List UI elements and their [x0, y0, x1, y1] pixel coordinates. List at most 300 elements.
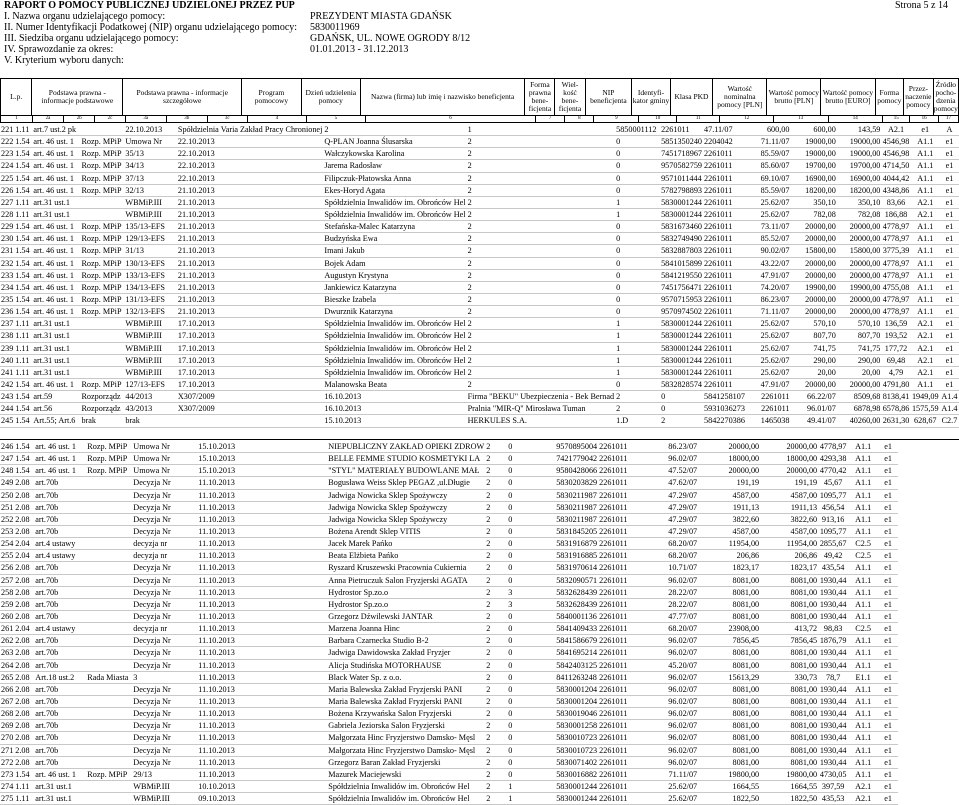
- table-cell: Grzegorz Dźwilewski JANTAR: [327, 610, 485, 622]
- table-cell: 262: [1, 636, 14, 646]
- table-cell: Stefańska-Malec Katarzyna: [323, 221, 466, 233]
- table-cell: 2: [485, 793, 507, 805]
- table-cell: 2261011: [703, 160, 746, 172]
- table-cell: Firma "BEKU" Ubezpieczenia - Bek Bernad: [467, 392, 615, 402]
- table-cell: e1: [878, 538, 898, 550]
- column-header-basis-detailed: Podstawa prawna - informacje szczegółowe: [123, 79, 242, 116]
- table-cell: 5830019046: [556, 709, 598, 719]
- table-cell: e1: [940, 160, 959, 172]
- table-cell: art.70b: [34, 647, 86, 659]
- table-cell: art. 46 ust. 1: [32, 378, 80, 390]
- table-cell: 3775,39: [882, 246, 910, 256]
- table-cell: 1.11: [14, 124, 32, 136]
- table-cell: 2.08: [14, 732, 34, 744]
- table-cell: 25.62/07: [638, 780, 698, 792]
- table-cell: 83,66: [881, 196, 910, 208]
- table-cell: 1930,44: [819, 587, 847, 597]
- table-cell: [86, 635, 132, 647]
- table-cell: 2: [615, 403, 660, 415]
- table-cell: 246: [1, 442, 14, 452]
- table-cell: 136,59: [881, 318, 910, 330]
- table-cell: 18000,00: [698, 453, 760, 465]
- table-cell: 5832628439: [556, 599, 598, 609]
- table-cell: 96.02/07: [638, 635, 698, 647]
- table-cell: art. 46 ust. 1: [32, 172, 80, 184]
- table-cell: 264: [1, 660, 14, 670]
- table-row: [0, 403, 959, 415]
- table-cell: 0: [615, 257, 660, 269]
- table-cell: 5830211987: [556, 514, 597, 524]
- table-cell: 5782798893: [661, 185, 703, 195]
- table-cell: Grzegorz Baran Zakład Fryzjerski: [327, 756, 485, 768]
- table-cell: 2: [485, 744, 507, 756]
- table-cell: 20000,00: [790, 233, 836, 245]
- table-cell: 238: [1, 331, 14, 341]
- table-cell: 1930,44: [819, 733, 847, 743]
- table-cell: WBMiP.III: [124, 342, 177, 354]
- table-cell: C2.5: [848, 538, 878, 550]
- table-cell: 2: [467, 293, 616, 305]
- table-cell: 0: [660, 391, 703, 403]
- table-cell: 22.10.2013: [177, 136, 323, 148]
- table-cell: 235: [1, 295, 14, 305]
- table-cell: 1.54: [14, 245, 32, 257]
- table-cell: 20000,00: [837, 378, 882, 390]
- table-cell: 243: [1, 392, 14, 402]
- table-cell: 230: [1, 234, 14, 244]
- table-cell: Rozp. MPiP: [80, 281, 124, 293]
- table-cell: 96.02/07: [638, 756, 698, 768]
- table-cell: A1.1: [848, 489, 878, 501]
- table-cell: 5832628439: [556, 587, 598, 597]
- table-row: [0, 550, 898, 562]
- table-cell: art. 46 ust. 1: [32, 233, 80, 245]
- table-cell: e1: [878, 525, 898, 537]
- table-row: [0, 415, 959, 427]
- table-cell: A1.1: [848, 562, 878, 574]
- table-cell: 47.62/07: [638, 477, 698, 489]
- table-cell: 2261011: [598, 720, 638, 732]
- table-cell: 2261011: [598, 501, 638, 513]
- table-row: [0, 744, 898, 756]
- table-cell: 290,00: [790, 354, 836, 366]
- table-cell: 20000,00: [837, 257, 882, 269]
- table-cell: WBMiP.III: [124, 196, 177, 208]
- table-cell: 2261011: [598, 732, 638, 744]
- table-cell: Spółdzielnia Inwalidów im. Obrońców Hel: [327, 793, 485, 805]
- table-cell: Gabriela Jeziorska Salon Fryzjerski: [327, 720, 485, 732]
- table-cell: art.4 ustawy: [34, 623, 86, 635]
- table-cell: 2: [323, 124, 466, 136]
- table-cell: A1.1: [848, 441, 878, 453]
- table-cell: A1.1: [911, 148, 940, 160]
- table-row: [0, 793, 898, 805]
- table-cell: 5830001244: [661, 367, 703, 377]
- table-cell: 0: [507, 623, 555, 635]
- table-cell: 456,54: [818, 501, 848, 513]
- table-cell: 1.11: [14, 793, 34, 805]
- table-cell: Decyzja Nr: [132, 635, 197, 647]
- table-cell: Małgorzata Hinc Fryzjerstwo Damsko- Męsl: [327, 732, 485, 744]
- column-number-cell: 16: [910, 116, 938, 123]
- table-cell: e1: [940, 221, 959, 233]
- table-cell: Decyzja Nr: [132, 525, 197, 537]
- table-cell: A1.1: [848, 477, 878, 489]
- table-cell: 11.10.2013: [197, 598, 327, 610]
- column-number-cell: 3c: [207, 116, 248, 123]
- table-cell: 1930,44: [819, 599, 847, 609]
- table-cell: 85.60/07: [746, 160, 791, 172]
- table-cell: 2: [485, 513, 507, 525]
- table-cell: 1.11: [14, 780, 34, 792]
- column-header-size: Wiel- kość bene- ficjenta: [555, 79, 585, 116]
- table-cell: 2: [485, 610, 507, 622]
- table-cell: 5831845205: [556, 527, 598, 537]
- table-cell: [86, 659, 132, 671]
- table-cell: art. 46 ust. 1: [32, 160, 80, 172]
- table-cell: 0: [615, 221, 660, 233]
- table-cell: WBMiP.III: [132, 780, 197, 792]
- table-cell: 242: [1, 380, 14, 390]
- table-cell: 0: [615, 378, 660, 390]
- table-cell: 3822,60: [698, 513, 760, 525]
- table-cell: Filipczuk-Płatowska Anna: [323, 172, 466, 184]
- table-cell: 1: [615, 354, 660, 366]
- table-cell: 0: [507, 525, 555, 537]
- table-cell: 807,70: [837, 330, 882, 342]
- table-row: [0, 683, 898, 695]
- table-cell: [86, 780, 132, 792]
- table-cell: art.70b: [34, 586, 86, 598]
- table-cell: Rozp. MPiP: [80, 184, 124, 196]
- table-cell: 96.02/07: [638, 453, 698, 465]
- table-row: [0, 610, 898, 622]
- table-cell: 0: [507, 708, 555, 720]
- table-cell: Decyzja Nr: [132, 598, 197, 610]
- table-cell: 2261011: [598, 538, 638, 550]
- table-cell: 2.08: [14, 695, 34, 707]
- table-cell: 8081,00: [760, 659, 818, 671]
- table-cell: 2261011: [598, 610, 638, 622]
- table-cell: 8081,00: [760, 756, 818, 768]
- table-cell: Spółdzielnia Inwalidów im. Obrońców Hel: [324, 210, 466, 220]
- table-cell: Jadwiga Dawidowska Zakład Fryzjer: [327, 647, 485, 659]
- table-cell: Maria Balewska Zakład Fryzjerski PANI: [327, 695, 485, 707]
- table-cell: 0: [507, 574, 555, 586]
- table-row: [0, 574, 898, 586]
- table-cell: 0: [615, 233, 660, 245]
- table-cell: 32/13: [124, 184, 177, 196]
- column-header-date: Dzień udzielenia pomocy: [301, 79, 360, 116]
- table-cell: Małgorzata Hinc Fryzjerstwo Damsko- Męsl: [327, 744, 485, 756]
- table-cell: 40260,00: [837, 415, 882, 427]
- column-header-nip: NIP beneficjenta: [585, 79, 632, 116]
- table-cell: 5830211987: [556, 490, 597, 500]
- table-cell: 2: [485, 768, 507, 780]
- table-cell: 0: [507, 550, 555, 562]
- table-cell: 5831916879: [556, 539, 598, 549]
- table-cell: Rozp. MPiP: [80, 269, 124, 281]
- table-cell: 8411263248: [556, 672, 597, 682]
- table-cell: 1.11: [14, 208, 32, 220]
- table-cell: 28.22/07: [638, 598, 698, 610]
- table-cell: 4546,98: [882, 149, 910, 159]
- table-cell: 85.52/07: [746, 233, 791, 245]
- table-row: [0, 659, 898, 671]
- table-cell: 2.04: [14, 538, 34, 550]
- table-cell: 5831916885: [556, 551, 598, 561]
- table-cell: 0: [507, 538, 555, 550]
- table-cell: 913,16: [818, 513, 848, 525]
- table-cell: 2.08: [14, 683, 34, 695]
- table-cell: 9570895004: [556, 442, 598, 452]
- table-cell: 2261011: [703, 208, 746, 220]
- table-cell: Decyzja Nr: [132, 513, 197, 525]
- table-cell: 1.11: [14, 354, 32, 366]
- table-cell: 5832090571: [556, 575, 598, 585]
- table-cell: A1.1: [848, 465, 878, 477]
- column-header-table: [0, 78, 959, 116]
- table-cell: 4778,97: [882, 270, 910, 280]
- table-cell: 5851350240: [661, 137, 703, 147]
- table-cell: Decyzja Nr: [132, 732, 197, 744]
- table-cell: 2261011: [746, 391, 791, 403]
- table-row: [0, 160, 959, 172]
- table-cell: 20000,00: [790, 293, 836, 305]
- table-row: [0, 453, 898, 465]
- table-cell: 267: [1, 697, 14, 707]
- table-cell: art. 46 ust. 1: [32, 257, 80, 269]
- table-cell: Decyzja Nr: [132, 708, 197, 720]
- table-cell: 2: [485, 453, 507, 465]
- table-cell: e1: [940, 172, 959, 184]
- table-cell: 47.29/07: [638, 501, 698, 513]
- table-cell: 228: [1, 210, 14, 220]
- table-cell: 35/13: [124, 148, 177, 160]
- table-cell: 129/13-EFS: [124, 233, 177, 245]
- table-cell: [86, 538, 132, 550]
- table-cell: e1: [878, 501, 898, 513]
- table-cell: 1911,13: [760, 501, 818, 513]
- table-cell: [86, 720, 132, 732]
- column-number-cell: 2b: [64, 116, 95, 123]
- table-cell: Art.18 ust.2: [34, 671, 86, 683]
- table-cell: 2: [485, 538, 507, 550]
- table-cell: 71.11/07: [746, 306, 791, 318]
- table-cell: Budzyńska Ewa: [323, 233, 466, 245]
- table-cell: 0: [615, 172, 660, 184]
- table-cell: art. 46 ust. 1: [34, 768, 86, 780]
- table-cell: 0: [615, 293, 660, 305]
- table-cell: 2261011: [746, 403, 791, 415]
- table-cell: art.70b: [34, 635, 86, 647]
- table-cell: e1: [940, 354, 959, 366]
- table-cell: 21.10.2013: [177, 293, 323, 305]
- table-cell: 1: [615, 366, 660, 378]
- table-cell: WBMiP.III: [124, 208, 177, 220]
- table-cell: 16.10.2013: [323, 403, 466, 415]
- table-cell: 247: [1, 454, 14, 464]
- table-cell: 5832749490: [661, 234, 703, 244]
- table-cell: 49,42: [818, 550, 848, 562]
- table-cell: 15613,29: [698, 671, 760, 683]
- table-cell: 11.10.2013: [197, 732, 327, 744]
- table-cell: 2: [467, 306, 616, 318]
- column-number-cell: 4: [248, 116, 307, 123]
- table-cell: 2261011: [703, 196, 746, 208]
- table-cell: A1.1: [848, 610, 878, 622]
- table-cell: A1.4: [941, 404, 958, 414]
- table-cell: 11.10.2013: [197, 647, 327, 659]
- table-cell: 268: [1, 709, 14, 719]
- table-cell: 19000,00: [790, 136, 836, 148]
- table-cell: A1.1: [911, 233, 940, 245]
- table-cell: 1.54: [14, 306, 32, 318]
- table-cell: 16900,00: [790, 172, 836, 184]
- table-cell: Spółdzielnia Inwalidów im. Obrońców Hel: [324, 355, 466, 365]
- table-cell: 2261011: [598, 441, 638, 453]
- period-label: IV. Sprawozdanie za okres:: [4, 44, 114, 55]
- table-cell: 5841409433: [556, 624, 598, 634]
- table-cell: 45.20/07: [638, 659, 698, 671]
- table-cell: [177, 415, 323, 427]
- table-cell: 2631,30: [882, 416, 910, 426]
- table-cell: 4587,00: [698, 525, 760, 537]
- column-header-basis-basic: Podstawa prawna - informacje podstawowe: [32, 79, 123, 116]
- table-cell: 11.10.2013: [197, 623, 327, 635]
- table-cell: 21.10.2013: [177, 306, 323, 318]
- table-cell: A1.1: [848, 708, 878, 720]
- table-cell: 1911,13: [698, 501, 760, 513]
- table-cell: 47.11/07: [703, 124, 746, 136]
- column-header-lp: L.p.: [1, 79, 32, 116]
- table-cell: 330,73: [760, 671, 818, 683]
- table-cell: 2261011: [660, 124, 703, 136]
- table-cell: Rozp. MPiP: [80, 221, 124, 233]
- table-row: [0, 489, 898, 501]
- table-cell: Spółdzielnia Inwalidów im. Obrońców Hel: [327, 780, 485, 792]
- table-cell: A1.1: [848, 683, 878, 695]
- table-cell: A1.1: [848, 501, 878, 513]
- table-cell: 11.10.2013: [197, 586, 327, 598]
- table-cell: 1: [615, 342, 660, 354]
- table-cell: Rozp. MPiP: [80, 172, 124, 184]
- table-cell: 0: [507, 695, 555, 707]
- table-cell: 7451718967: [661, 149, 703, 159]
- table-cell: 9570582759: [661, 161, 703, 171]
- table-cell: 782,08: [837, 208, 882, 220]
- column-number-cell: 5: [307, 116, 366, 123]
- table-cell: 2261011: [598, 780, 638, 792]
- table-cell: 2: [467, 221, 616, 233]
- table-cell: 1465038: [746, 415, 791, 427]
- table-cell: 1930,44: [819, 745, 847, 755]
- table-cell: 2261011: [598, 756, 638, 768]
- table-cell: 5830001244: [661, 331, 703, 341]
- table-cell: 2261011: [598, 525, 638, 537]
- table-cell: 29/13: [132, 768, 197, 780]
- table-row: [0, 768, 898, 780]
- table-cell: 4587,00: [760, 489, 818, 501]
- table-cell: 20000,00: [760, 465, 818, 477]
- table-cell: e1: [878, 732, 898, 744]
- table-cell: 5830001244: [661, 210, 703, 220]
- table-cell: 2: [467, 245, 616, 257]
- table-cell: art. 46 ust. 1: [32, 281, 80, 293]
- table-cell: [86, 586, 132, 598]
- table-cell: art.70b: [34, 756, 86, 768]
- table-cell: 0: [507, 441, 555, 453]
- table-cell: Decyzja Nr: [132, 489, 197, 501]
- table-row: [0, 525, 898, 537]
- table-cell: art. 46 ust. 1: [34, 441, 86, 453]
- table-cell: A1.1: [911, 293, 940, 305]
- table-cell: 85.59/07: [746, 184, 791, 196]
- table-cell: 19900,00: [790, 281, 836, 293]
- table-row: [0, 269, 959, 281]
- table-cell: 229: [1, 222, 14, 232]
- table-cell: 43.22/07: [746, 257, 791, 269]
- table-cell: art.70b: [34, 525, 86, 537]
- table-cell: 0: [507, 635, 555, 647]
- table-cell: A2.1: [911, 342, 940, 354]
- nip-label: II. Numer Identyfikacji Podatkowej (NIP) organu udzielającego pomocy:: [4, 22, 298, 33]
- table-cell: 17.10.2013: [177, 366, 323, 378]
- table-cell: 1.11: [14, 330, 32, 342]
- table-cell: Rozp. MPiP: [80, 378, 124, 390]
- table-cell: 2261011: [598, 708, 638, 720]
- table-cell: Spółdzielnia Inwalidów im. Obrońców Hel: [324, 367, 466, 377]
- table-cell: 2: [485, 525, 507, 537]
- table-cell: [80, 330, 124, 342]
- table-row: [0, 196, 959, 208]
- table-cell: 11954,00: [698, 538, 760, 550]
- table-cell: e1: [878, 550, 898, 562]
- table-cell: 8081,00: [698, 683, 760, 695]
- table-cell: 4778,97: [882, 295, 910, 305]
- table-cell: 570,10: [837, 318, 882, 330]
- table-cell: 1.54: [14, 257, 32, 269]
- table-cell: 2: [485, 489, 507, 501]
- table-cell: 15.10.2013: [197, 453, 327, 465]
- table-cell: 1.11: [14, 318, 32, 330]
- table-cell: 0: [660, 403, 703, 415]
- table-cell: 2: [467, 330, 616, 342]
- column-number-cell: 17: [938, 116, 958, 123]
- table-cell: 11.10.2013: [197, 635, 327, 647]
- table-cell: A1.1: [848, 768, 878, 780]
- table-cell: art. 46 ust. 1: [32, 148, 80, 160]
- table-cell: 34/13: [124, 160, 177, 172]
- organ-name-value: PREZYDENT MIASTA GDAŃSK: [310, 11, 452, 22]
- table-cell: 133/13-EFS: [124, 269, 177, 281]
- table-cell: 5841695214: [556, 648, 598, 658]
- table-cell: e1: [940, 208, 959, 220]
- table-cell: A1.1: [911, 245, 940, 257]
- table-cell: 5841015899: [661, 258, 703, 268]
- table-cell: 4778,97: [819, 442, 847, 452]
- table-cell: 4587,00: [698, 489, 760, 501]
- table-cell: 15800,00: [837, 245, 882, 257]
- table-cell: 2261011: [598, 489, 638, 501]
- table-cell: Bożena Krzywańska Salon Fryzjerski: [327, 708, 485, 720]
- table-cell: 11.10.2013: [197, 756, 327, 768]
- table-cell: 20000,00: [837, 221, 882, 233]
- table-cell: Q-PLAN Joanna Ślusarska: [323, 136, 466, 148]
- table-row: [0, 538, 898, 550]
- table-row: [0, 513, 898, 525]
- aid-table-upper-body: [0, 124, 959, 427]
